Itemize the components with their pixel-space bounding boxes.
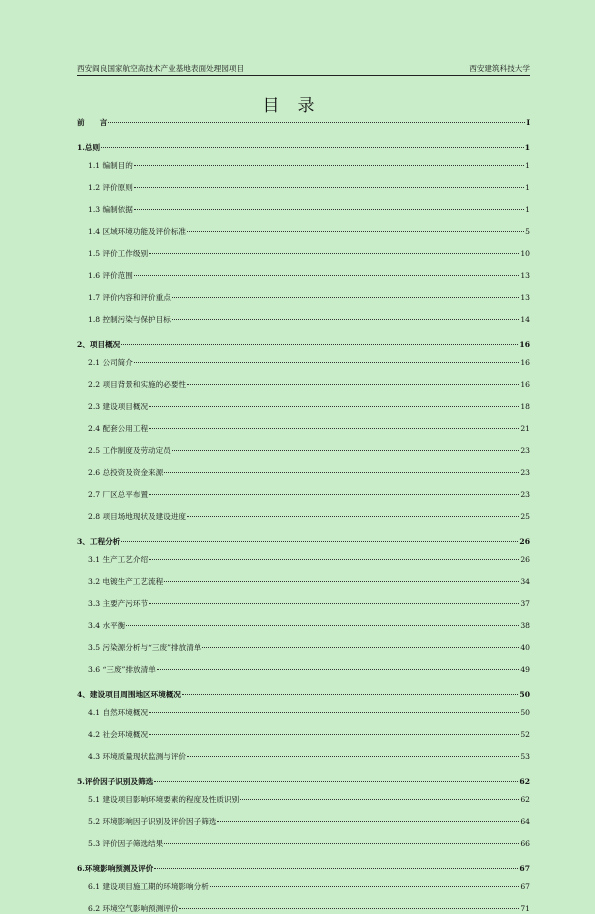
toc-dot-leader xyxy=(164,581,519,582)
toc-dot-leader xyxy=(134,165,524,166)
toc-gap xyxy=(77,892,530,904)
toc-gap xyxy=(77,787,530,795)
toc-dot-leader xyxy=(149,428,519,429)
toc-page-number: 67 xyxy=(519,864,530,873)
toc-section-entry[interactable] xyxy=(77,665,530,675)
toc-dot-leader xyxy=(149,559,519,560)
toc-entry-title: 2.4 配套公用工程 xyxy=(88,424,149,433)
toc-section-entry[interactable] xyxy=(77,402,530,412)
toc-dot-leader xyxy=(101,147,524,148)
toc-section-entry[interactable] xyxy=(77,882,530,892)
toc-entry-title: 1.4 区域环境功能及评价标准 xyxy=(88,227,187,236)
toc-page-number: 25 xyxy=(520,512,530,521)
toc-page-number: 23 xyxy=(520,468,530,477)
toc-section-entry[interactable] xyxy=(77,621,530,631)
toc-section-entry[interactable] xyxy=(77,446,530,456)
toc-dot-leader xyxy=(164,472,519,473)
toc-gap xyxy=(77,171,530,183)
toc-entry-title: 2.3 建设项目概况 xyxy=(88,402,149,411)
toc-section-entry[interactable] xyxy=(77,293,530,303)
toc-gap xyxy=(77,368,530,380)
toc-gap xyxy=(77,718,530,730)
toc-entry-title: 1.2 评价原则 xyxy=(88,183,133,192)
toc-gap xyxy=(77,390,530,402)
toc-section-entry[interactable] xyxy=(77,249,530,259)
toc-gap xyxy=(77,675,530,690)
toc-entry-title: 3、工程分析 xyxy=(77,537,121,546)
toc-page-number: 1 xyxy=(525,183,530,192)
toc-page-number: 1 xyxy=(525,161,530,170)
page-header xyxy=(77,64,530,76)
toc-page-number: 14 xyxy=(520,315,530,324)
toc-dot-leader xyxy=(172,450,519,451)
toc-entry-title: 3.4 水平衡 xyxy=(88,621,126,630)
toc-page-number: 34 xyxy=(520,577,530,586)
toc-entry-title: 2.1 公司简介 xyxy=(88,358,133,367)
toc-dot-leader xyxy=(134,187,524,188)
toc-page-number: 40 xyxy=(520,643,530,652)
toc-page-number: 13 xyxy=(520,293,530,302)
toc-gap xyxy=(77,412,530,424)
toc-dot-leader xyxy=(154,781,518,782)
toc-entry-title: 2.8 项目场地现状及建设进度 xyxy=(88,512,187,521)
toc-entry-title: 5.3 评价因子筛选结果 xyxy=(88,839,164,848)
toc-section-entry[interactable] xyxy=(77,468,530,478)
toc-gap xyxy=(77,609,530,621)
toc-section-entry[interactable] xyxy=(77,183,530,193)
header-project-name: 西安阎良国家航空高技术产业基地表面处理园项目 xyxy=(77,64,245,73)
toc-gap xyxy=(77,653,530,665)
toc-entry-title: 1.1 编制目的 xyxy=(88,161,133,170)
toc-chapter-entry[interactable] xyxy=(77,864,530,874)
toc-page-number: 16 xyxy=(519,340,530,349)
toc-dot-leader xyxy=(217,821,519,822)
toc-gap xyxy=(77,153,530,161)
toc-entry-title: 5.1 建设项目影响环境要素的程度及性质识别 xyxy=(88,795,240,804)
toc-dot-leader xyxy=(154,868,518,869)
toc-entry-title: 2.5 工作制度及劳动定员 xyxy=(88,446,171,455)
toc-gap xyxy=(77,350,530,358)
toc-dot-leader xyxy=(108,122,525,123)
toc-page-number: 38 xyxy=(520,621,530,630)
toc-dot-leader xyxy=(202,647,519,648)
toc-section-entry[interactable] xyxy=(77,577,530,587)
toc-entry-title: 5.2 环境影响因子识别及评价因子筛选 xyxy=(88,817,217,826)
toc-page-number: 21 xyxy=(520,424,530,433)
toc-section-entry[interactable] xyxy=(77,730,530,740)
toc-entry-title: 4.1 自然环境概况 xyxy=(88,708,149,717)
toc-gap xyxy=(77,478,530,490)
toc-page-number: 1 xyxy=(525,205,530,214)
toc-chapter-entry[interactable] xyxy=(77,777,530,787)
toc-section-entry[interactable] xyxy=(77,161,530,171)
toc-gap xyxy=(77,827,530,839)
toc-dot-leader xyxy=(126,625,519,626)
toc-entry-title: 6.环境影响预测及评价 xyxy=(77,864,154,873)
toc-entry-title: 2.6 总投资及资金来源 xyxy=(88,468,164,477)
toc-section-entry[interactable] xyxy=(77,512,530,522)
toc-dot-leader xyxy=(164,843,519,844)
toc-entry-title: 2、项目概况 xyxy=(77,340,121,349)
toc-page-number: 50 xyxy=(520,708,530,717)
toc-page-number: 18 xyxy=(520,402,530,411)
toc-entry-title: 6.2 环境空气影响预测评价 xyxy=(88,904,179,913)
toc-dot-leader xyxy=(134,209,524,210)
toc-section-entry[interactable] xyxy=(77,380,530,390)
toc-dot-leader xyxy=(134,275,519,276)
toc-entry-title: 3.3 主要产污环节 xyxy=(88,599,149,608)
toc-entry-title: 3.2 电镀生产工艺流程 xyxy=(88,577,164,586)
toc-entry-title: 4.3 环境质量现状监测与评价 xyxy=(88,752,187,761)
toc-page-number: 16 xyxy=(520,380,530,389)
toc-page-number: I xyxy=(526,118,530,127)
toc-page-number: 26 xyxy=(519,537,530,546)
toc-page-number: 64 xyxy=(520,817,530,826)
toc-dot-leader xyxy=(149,734,519,735)
toc-gap xyxy=(77,522,530,537)
toc-page-number: 26 xyxy=(520,555,530,564)
toc-dot-leader xyxy=(187,384,519,385)
toc-gap xyxy=(77,325,530,340)
toc-section-entry[interactable] xyxy=(77,271,530,281)
toc-entry-title: 2.2 项目背景和实施的必要性 xyxy=(88,380,187,389)
toc-dot-leader xyxy=(121,344,518,345)
toc-section-entry[interactable] xyxy=(77,490,530,500)
toc-gap xyxy=(77,456,530,468)
toc-chapter-entry[interactable] xyxy=(77,118,530,128)
table-of-contents xyxy=(77,118,530,914)
toc-gap xyxy=(77,849,530,864)
toc-gap xyxy=(77,303,530,315)
toc-dot-leader xyxy=(179,908,519,909)
toc-entry-title: 1.7 评价内容和评价重点 xyxy=(88,293,171,302)
toc-page-number: 1 xyxy=(524,143,530,152)
toc-entry-title: 3.1 生产工艺介绍 xyxy=(88,555,149,564)
toc-page-number: 23 xyxy=(520,490,530,499)
toc-gap xyxy=(77,700,530,708)
toc-dot-leader xyxy=(149,712,519,713)
toc-entry-title: 1.6 评价范围 xyxy=(88,271,133,280)
toc-page-number: 13 xyxy=(520,271,530,280)
toc-dot-leader xyxy=(149,494,519,495)
toc-page-number: 50 xyxy=(519,690,530,699)
toc-entry-title: 1.5 评价工作级别 xyxy=(88,249,149,258)
toc-dot-leader xyxy=(157,669,520,670)
toc-section-entry[interactable] xyxy=(77,555,530,565)
toc-entry-title: 1.3 编制依据 xyxy=(88,205,133,214)
toc-dot-leader xyxy=(172,319,519,320)
toc-page-number: 67 xyxy=(520,882,530,891)
toc-section-entry[interactable] xyxy=(77,817,530,827)
toc-title: 目录 xyxy=(262,96,333,116)
toc-entry-title: 3.5 污染源分析与“三废”排放清单 xyxy=(88,643,202,652)
toc-gap xyxy=(77,740,530,752)
toc-gap xyxy=(77,434,530,446)
toc-section-entry[interactable] xyxy=(77,752,530,762)
toc-section-entry[interactable] xyxy=(77,358,530,368)
toc-dot-leader xyxy=(134,362,519,363)
toc-chapter-entry[interactable] xyxy=(77,690,530,700)
toc-page-number: 49 xyxy=(520,665,530,674)
toc-entry-title: 前 言 xyxy=(77,118,108,127)
toc-dot-leader xyxy=(172,297,519,298)
toc-entry-title: 6.1 建设项目施工期的环境影响分析 xyxy=(88,882,209,891)
toc-entry-title: 3.6 “三废”排放清单 xyxy=(88,665,156,674)
toc-entry-title: 5.评价因子识别及筛选 xyxy=(77,777,154,786)
toc-section-entry[interactable] xyxy=(77,227,530,237)
toc-entry-title: 1.8 控制污染与保护目标 xyxy=(88,315,171,324)
toc-chapter-entry[interactable] xyxy=(77,537,530,547)
toc-section-entry[interactable] xyxy=(77,599,530,609)
toc-section-entry[interactable] xyxy=(77,205,530,215)
toc-dot-leader xyxy=(187,516,519,517)
toc-page-number: 53 xyxy=(520,752,530,761)
toc-page-number: 23 xyxy=(520,446,530,455)
toc-entry-title: 1.总则 xyxy=(77,143,101,152)
toc-chapter-entry[interactable] xyxy=(77,143,530,153)
toc-gap xyxy=(77,215,530,227)
toc-section-entry[interactable] xyxy=(77,315,530,325)
toc-dot-leader xyxy=(187,756,519,757)
toc-dot-leader xyxy=(210,886,520,887)
toc-dot-leader xyxy=(121,541,518,542)
toc-dot-leader xyxy=(182,694,518,695)
toc-page-number: 62 xyxy=(519,777,530,786)
toc-dot-leader xyxy=(149,406,519,407)
toc-page-number: 52 xyxy=(520,730,530,739)
toc-gap xyxy=(77,565,530,577)
toc-page-number: 16 xyxy=(520,358,530,367)
toc-gap xyxy=(77,631,530,643)
toc-gap xyxy=(77,587,530,599)
toc-gap xyxy=(77,874,530,882)
header-university: 西安建筑科技大学 xyxy=(469,64,530,73)
toc-section-entry[interactable] xyxy=(77,643,530,653)
toc-page-number: 37 xyxy=(520,599,530,608)
toc-gap xyxy=(77,128,530,143)
toc-gap xyxy=(77,547,530,555)
toc-gap xyxy=(77,281,530,293)
toc-chapter-entry[interactable] xyxy=(77,340,530,350)
toc-dot-leader xyxy=(240,799,519,800)
toc-gap xyxy=(77,762,530,777)
toc-page-number: 66 xyxy=(520,839,530,848)
toc-page-number: 62 xyxy=(520,795,530,804)
toc-section-entry[interactable] xyxy=(77,424,530,434)
toc-entry-title: 2.7 厂区总平布置 xyxy=(88,490,149,499)
toc-gap xyxy=(77,805,530,817)
toc-gap xyxy=(77,500,530,512)
toc-dot-leader xyxy=(187,231,524,232)
toc-gap xyxy=(77,259,530,271)
toc-page-number: 71 xyxy=(520,904,530,913)
toc-entry-title: 4、建设项目周围地区环境概况 xyxy=(77,690,182,699)
toc-gap xyxy=(77,193,530,205)
toc-section-entry[interactable] xyxy=(77,904,530,914)
toc-dot-leader xyxy=(149,603,519,604)
toc-dot-leader xyxy=(149,253,519,254)
toc-page-number: 5 xyxy=(525,227,530,236)
toc-section-entry[interactable] xyxy=(77,795,530,805)
toc-section-entry[interactable] xyxy=(77,708,530,718)
toc-gap xyxy=(77,237,530,249)
toc-page-number: 10 xyxy=(520,249,530,258)
toc-entry-title: 4.2 社会环境概况 xyxy=(88,730,149,739)
